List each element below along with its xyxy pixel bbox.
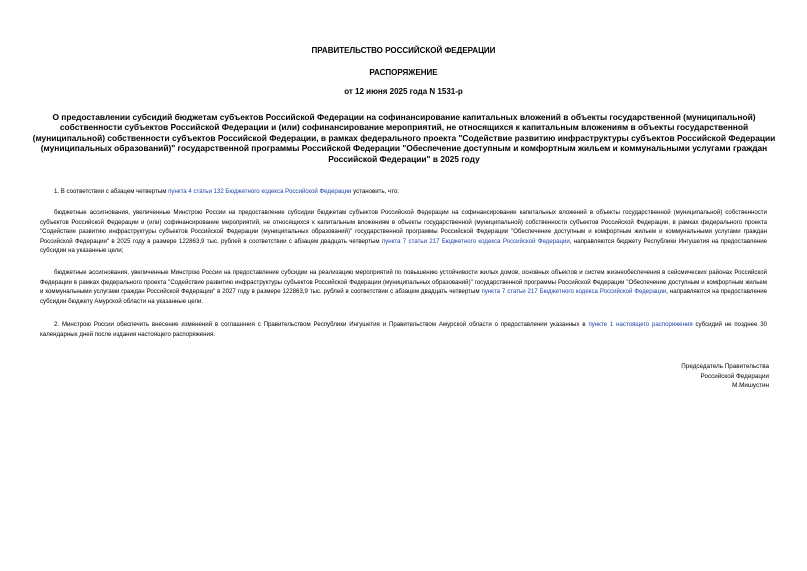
link-article-217-first[interactable]: пункта 7 статьи 217 Бюджетного кодекса Российской Федерации bbox=[381, 237, 570, 245]
paragraph-3 bbox=[40, 268, 767, 306]
paragraph-4 bbox=[40, 320, 767, 339]
paragraph-3-text-end: , направляются на предоставление субсидии бюджету Амурской области на указанные цели. bbox=[40, 288, 767, 305]
document-title: О предоставлении субсидий бюджетам субъектов Российской Федерации на софинансирование капитальных вложений в объекты государственной (муниципальной) собственности субъектов Российской Федерации и (или) софинансирование мероприятий, не относящихся к капитальным вложениям в объекты государственной (муниципальной) собственности субъектов Российской Федерации, в рамках федерального проекта "Содействие развитию инфраструктуры субъектов Российской Федерации (муниципальных образований)" государственной программы Российской Федерации "Обеспечение доступным и комфортным жильем и коммунальными услугами граждан Российской Федерации" в 2025 году bbox=[32, 112, 776, 164]
document-date-number: от 12 июня 2025 года N 1531-р bbox=[344, 87, 463, 96]
paragraph-4-text-end: субсидий не позднее 30 календарных дней после издания настоящего распоряжения. bbox=[40, 321, 767, 338]
paragraph-2-text: бюджетные ассигнования, увеличенные Минстрою России на предоставление субсидии бюджетам субъектов Российской Федерации на софинансирование капитальных вложений в объекты государственной (муниципальной) собственности субъектов Российской Федерации и (или) софинансирование мероприятий, не относящихся к капитальным вложениям в объекты государственной (муниципальной) собственности субъектов Российской Федерации, в рамках федерального проекта "Содействие развитию инфраструктуры субъектов Российской Федерации (муниципальных образований)" государственной программы Российской Федерации "Обеспечение доступным и комфортным жильем и коммунальными услугами граждан Российской Федерации" в 2025 году в размере 122863,9 тыс. рублей в соответствии с абзацем двадцать четвертым bbox=[40, 209, 767, 245]
signature-organization: Российской Федерации bbox=[700, 372, 769, 380]
paragraph-1-text: 1. В соответствии с абзацем четвертым bbox=[54, 188, 169, 195]
link-point-1[interactable]: пункте 1 настоящего распоряжения bbox=[588, 321, 693, 328]
paragraph-4-text: 2. Минстрою России обеспечить внесение изменений в соглашения с Правительством Республики Ингушетия и Правительством Амурской области о предоставлении указанных в bbox=[54, 321, 589, 328]
paragraph-2-text-end: , направляются бюджету Республики Ингушетия на предоставление субсидии на указанные цели; bbox=[40, 237, 768, 255]
paragraph-3-text: бюджетные ассигнования, увеличенные Минстрою России на предоставление субсидии на реализацию мероприятий по повышению устойчивости жилых домов, основных объектов и систем жизнеобеспечения в сейсмических районах Российской Федерации в рамках федерального проекта "Содействие развитию инфраструктуры субъектов Российской Федерации (муниципальных образований)" государственной программы Российской Федерации "Обеспечение доступным и комфортным жильем и коммунальными услугами граждан Российской Федерации" в 2027 году в размере 122863,9 тыс. рублей в соответствии с абзацем двадцать четвертым bbox=[40, 269, 767, 296]
paragraph-2 bbox=[40, 208, 767, 256]
link-article-132[interactable]: пункта 4 статьи 132 Бюджетного кодекса Российской Федерации bbox=[168, 188, 352, 195]
signature-name: М.Мишустин bbox=[732, 382, 769, 390]
paragraph-1 bbox=[40, 187, 767, 197]
document-type: РАСПОРЯЖЕНИЕ bbox=[369, 68, 438, 77]
government-heading: ПРАВИТЕЛЬСТВО РОССИЙСКОЙ ФЕДЕРАЦИИ bbox=[311, 46, 496, 55]
signature-block bbox=[569, 362, 769, 391]
paragraph-1-text-end: установить, что: bbox=[351, 188, 399, 195]
signature-position: Председатель Правительства bbox=[681, 363, 769, 370]
link-article-217-second[interactable]: пункта 7 статьи 217 Бюджетного кодекса Российской Федерации bbox=[481, 288, 667, 296]
